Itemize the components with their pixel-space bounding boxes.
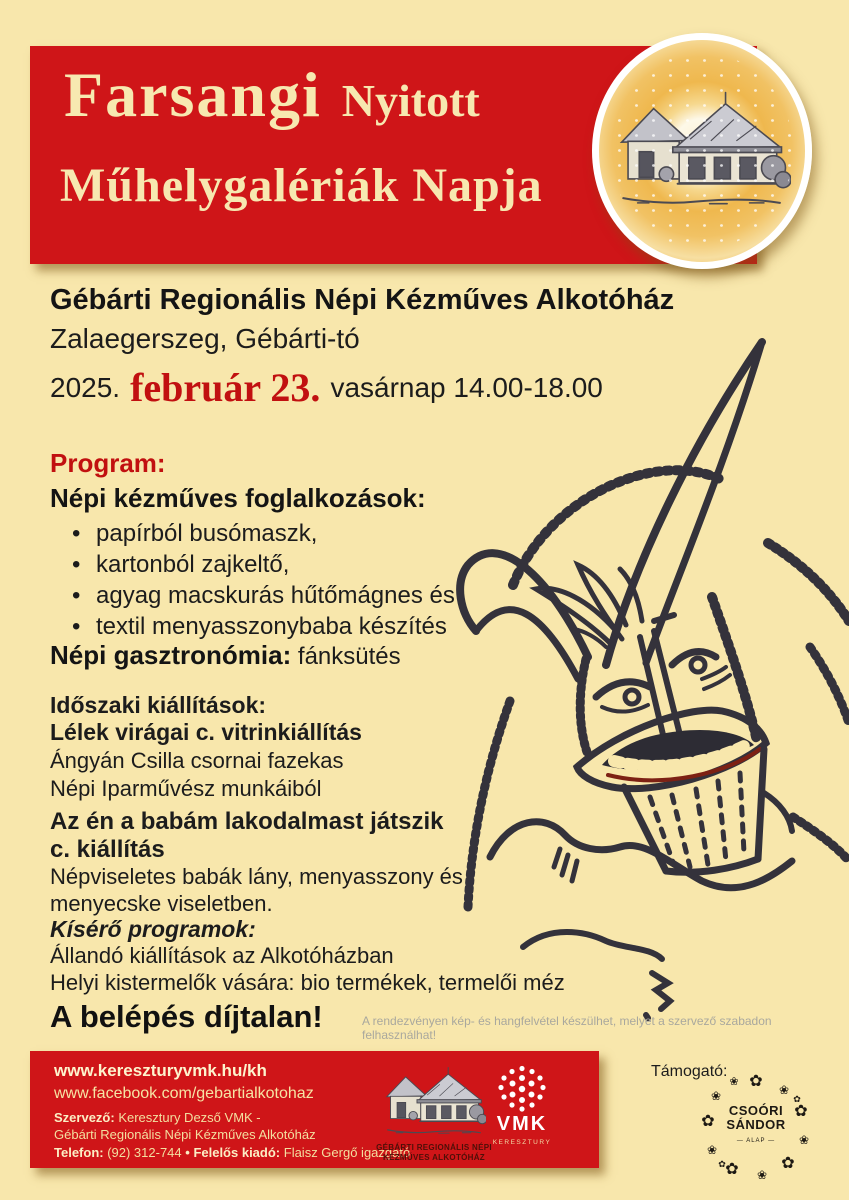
gebarti-logo-house-icon (382, 1063, 486, 1141)
svg-text:❀: ❀ (798, 1133, 810, 1147)
separator-dot: • (185, 1145, 194, 1160)
organizer-value: Keresztury Dezső VMK - (114, 1110, 261, 1125)
poster-title-line2: Műhelygalériák Napja (60, 159, 543, 212)
gebarti-logo-caption (374, 1143, 494, 1163)
csoori-line1: CSOÓRI (728, 1103, 784, 1118)
publisher-value: Flaisz Gergő igazgató (280, 1145, 411, 1160)
exhibition1-line2: Népi Iparművész munkáiból (50, 776, 322, 801)
gebarti-logo-caption-line2: KÉZMŰVES ALKOTÓHÁZ (383, 1153, 485, 1162)
phone-value: (92) 312-744 (103, 1145, 186, 1160)
side-programs-line1: Állandó kiállítások az Alkotóházban (50, 943, 394, 968)
crafts-list (50, 518, 455, 642)
donut-photo (592, 33, 812, 269)
title-word-farsangi: Farsangi (64, 59, 322, 130)
event-date-row (50, 365, 603, 410)
crafts-item-4: textil menyasszonybaba készítés (96, 613, 447, 640)
footer-bar (30, 1051, 599, 1168)
svg-text:✿: ✿ (725, 1161, 739, 1178)
vmk-logo-text: VMK (496, 1113, 548, 1135)
list-item (50, 549, 455, 580)
vmk-dots-icon (496, 1065, 548, 1113)
footer-facebook: www.facebook.com/gebartialkotohaz (54, 1085, 314, 1102)
svg-text:✿: ✿ (794, 1103, 808, 1120)
csoori-logo-text (718, 1104, 794, 1148)
list-item (50, 580, 455, 611)
svg-text:❀: ❀ (778, 1083, 790, 1097)
gastronomy-label: Népi gasztronómia: (50, 640, 292, 670)
crafts-item-1: papírból busómaszk, (96, 520, 318, 547)
crafts-heading: Népi kézműves foglalkozások: (50, 483, 426, 513)
list-item (50, 611, 455, 642)
event-time: vasárnap 14.00-18.00 (330, 372, 603, 403)
svg-text:✿: ✿ (749, 1073, 763, 1090)
gebarti-logo-caption-line1: GÉBÁRTI REGIONÁLIS NÉPI (376, 1143, 492, 1152)
exhibition2-line2: menyecske viseletben. (50, 891, 273, 916)
gastronomy-line (50, 640, 401, 671)
list-item (50, 518, 455, 549)
csoori-line2: SÁNDOR (726, 1117, 786, 1132)
publisher-label: Felelős kiadó: (193, 1145, 281, 1160)
side-programs-heading: Kísérő programok: (50, 916, 256, 942)
free-entry-text: A belépés díjtalan! (50, 999, 323, 1034)
alkotohaz-house-icon (613, 91, 790, 211)
event-year: 2025. (50, 372, 121, 403)
svg-text:❀: ❀ (706, 1143, 718, 1157)
svg-text:❀: ❀ (729, 1076, 739, 1088)
crafts-item-2: kartonból zajkeltő, (96, 551, 290, 578)
venue-name: Gébárti Regionális Népi Kézműves Alkotóház (50, 284, 675, 316)
phone-label: Telefon: (54, 1145, 104, 1160)
footer-organizer-line1 (54, 1110, 261, 1125)
exhibition1-title: Lélek virágai c. vitrinkiállítás (50, 719, 362, 745)
exhibition2-line1: Népviseletes babák lány, menyasszony és (50, 864, 463, 889)
organizer-label: Szervező: (54, 1110, 115, 1125)
svg-text:✿: ✿ (701, 1113, 715, 1130)
footer-phone-line (54, 1145, 410, 1160)
supporter-label: Támogató: (651, 1063, 728, 1080)
exhibition1-line1: Ángyán Csilla csornai fazekas (50, 748, 344, 773)
csoori-line3: — ALAP — (718, 1134, 794, 1148)
csoori-sandor-alap-logo (700, 1072, 812, 1182)
disclaimer-text: A rendezvényen kép- és hangfelvétel készülhet, melyet a szervező szabadon felhasználhat! (362, 1014, 772, 1042)
svg-text:✿: ✿ (781, 1155, 795, 1172)
svg-text:✿: ✿ (718, 1159, 726, 1169)
crafts-item-3: agyag macskurás hűtőmágnes és (96, 582, 455, 609)
svg-text:❀: ❀ (710, 1089, 722, 1103)
poster-title-line1 (64, 58, 480, 132)
svg-text:❀: ❀ (756, 1168, 768, 1182)
side-programs-line2: Helyi kistermelők vására: bio termékek, termelői méz (50, 970, 565, 995)
vmk-logo-subtext: KERESZTURY (492, 1139, 552, 1146)
gastronomy-value: fánksütés (291, 643, 401, 670)
footer-organizer-line2: Gébárti Regionális Népi Kézműves Alkotóház (54, 1127, 316, 1142)
title-word-nyitott: Nyitott (341, 75, 480, 126)
exhibition2-title-line2: c. kiállítás (50, 836, 165, 863)
footer-website: www.kereszturyvmk.hu/kh (54, 1061, 267, 1080)
venue-location: Zalaegerszeg, Gébárti-tó (50, 323, 360, 354)
exhibition2-title-line1: Az én a babám lakodalmast játszik (50, 808, 444, 835)
event-day: február 23. (130, 365, 321, 410)
buso-bull-drawing-icon (410, 325, 849, 1030)
svg-text:✿: ✿ (793, 1094, 801, 1104)
program-heading: Program: (50, 448, 166, 478)
exhibitions-heading: Időszaki kiállítások: (50, 692, 267, 718)
